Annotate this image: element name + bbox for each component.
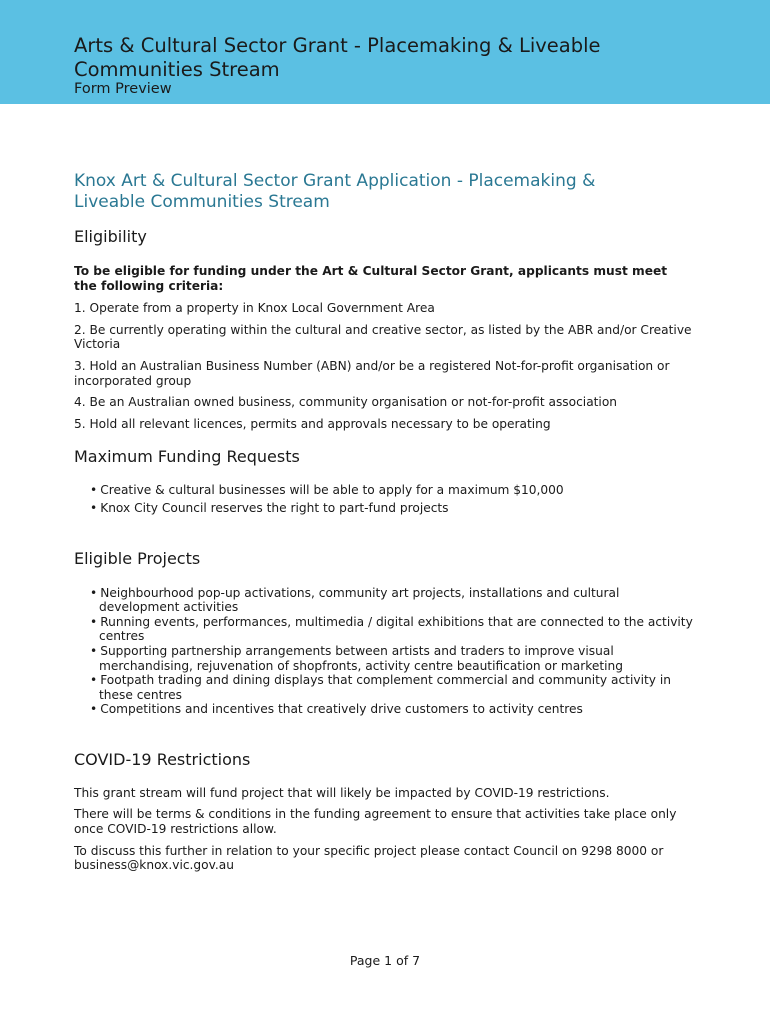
form-preview-label: Form Preview <box>74 81 172 97</box>
criterion-5: 5. Hold all relevant licences, permits and approvals necessary to be operating <box>74 416 551 431</box>
list-item: • Running events, performances, multimedia / digital exhibitions that are connected to the activity centres <box>74 615 694 644</box>
covid-section <box>74 750 694 873</box>
covid-paragraph-2: There will be terms & conditions in the funding agreement to ensure that activities take place only once COVID-19 restrictions allow. <box>74 807 677 837</box>
criterion-4: 4. Be an Australian owned business, community organisation or not-for-profit association <box>74 395 618 410</box>
header-banner <box>0 0 770 104</box>
eligible-projects-heading: Eligible Projects <box>74 548 201 568</box>
page-number: Page 1 of 7 <box>349 953 421 968</box>
covid-paragraph-1: This grant stream will fund project that will likely be impacted by COVID-19 restrictions. <box>74 785 610 800</box>
criterion-2: 2. Be currently operating within the cultural and creative sector, as listed by the ABR and/or Creative Victoria <box>74 322 692 352</box>
form-title: Knox Art & Cultural Sector Grant Application - Placemaking & Liveable Communities Stream <box>74 171 596 212</box>
form-content <box>74 171 694 873</box>
criterion-1: 1. Operate from a property in Knox Local Government Area <box>74 301 435 316</box>
eligibility-intro: To be eligible for funding under the Art & Cultural Sector Grant, applicants must meet the following criteria: <box>74 264 668 293</box>
list-item: • Creative & cultural businesses will be able to apply for a maximum $10,000 <box>74 483 694 498</box>
covid-heading: COVID-19 Restrictions <box>74 749 251 769</box>
list-item: • Knox City Council reserves the right to part-fund projects <box>74 501 694 516</box>
max-funding-list <box>74 483 694 515</box>
covid-paragraph-3: To discuss this further in relation to your specific project please contact Council on 9298 8000 or business@knox.vic.gov.au <box>74 843 664 873</box>
eligible-projects-section <box>74 549 694 717</box>
max-funding-heading: Maximum Funding Requests <box>74 447 300 467</box>
criterion-3: 3. Hold an Australian Business Number (ABN) and/or be a registered Not-for-profit organisation or incorporated group <box>74 358 670 388</box>
list-item: • Neighbourhood pop-up activations, community art projects, installations and cultural development activities <box>74 586 694 615</box>
eligibility-section <box>74 227 694 431</box>
list-item: • Supporting partnership arrangements between artists and traders to improve visual merchandising, rejuvenation of shopfronts, activity centre beautification or marketing <box>74 644 694 673</box>
eligible-projects-list <box>74 586 694 717</box>
list-item: • Footpath trading and dining displays that complement commercial and community activity in these centres <box>74 673 694 702</box>
eligibility-heading: Eligibility <box>74 227 147 246</box>
document-title: Arts & Cultural Sector Grant - Placemaking & Liveable Communities Stream <box>74 34 601 81</box>
list-item: • Competitions and incentives that creatively drive customers to activity centres <box>74 702 694 717</box>
max-funding-section <box>74 447 694 515</box>
